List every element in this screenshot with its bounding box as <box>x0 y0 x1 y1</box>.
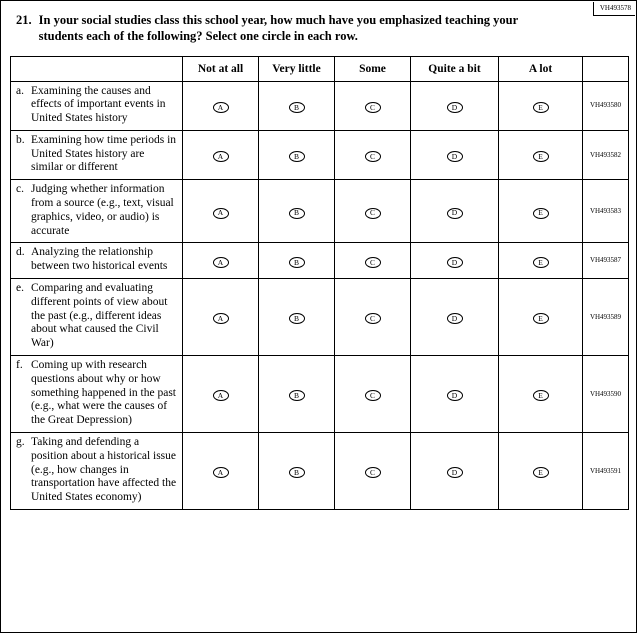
response-cell-quite-a-bit <box>411 81 499 130</box>
row-text: Comparing and evaluating different points of view about the past (e.g., different ideas about what caused the Civil War) <box>31 282 168 350</box>
response-bubble-very-little[interactable]: B <box>289 313 305 324</box>
response-bubble-very-little[interactable]: B <box>289 102 305 113</box>
row-letter: a. <box>16 84 24 97</box>
response-bubble-some[interactable]: C <box>365 313 381 324</box>
response-cell-some <box>335 356 411 433</box>
row-item-f <box>11 356 183 433</box>
row-item-text-block <box>16 246 178 274</box>
response-cell-a-lot <box>499 130 583 179</box>
row-item-text-block <box>16 134 178 175</box>
response-bubble-a-lot[interactable]: E <box>533 313 549 324</box>
response-bubble-very-little[interactable]: B <box>289 151 305 162</box>
row-item-b <box>11 130 183 179</box>
response-bubble-not-at-all[interactable]: A <box>213 257 229 268</box>
table-row <box>11 180 629 243</box>
response-bubble-some[interactable]: C <box>365 102 381 113</box>
response-bubble-some[interactable]: C <box>365 390 381 401</box>
response-cell-very-little <box>259 180 335 243</box>
question-text <box>39 12 561 45</box>
row-code: VH493583 <box>583 180 629 243</box>
response-bubble-some[interactable]: C <box>365 467 381 478</box>
table-row <box>11 243 629 279</box>
question-emphasis: one <box>240 29 259 44</box>
row-text: Examining the causes and effects of important events in United States history <box>31 84 166 125</box>
row-code: VH493591 <box>583 433 629 510</box>
response-cell-some <box>335 243 411 279</box>
question-text-after: circle in each row. <box>258 29 358 44</box>
row-item-text-block <box>16 436 178 505</box>
row-text: Taking and defending a position about a historical issue (e.g., how changes in transportation have affected the United States economy) <box>31 436 177 504</box>
response-bubble-not-at-all[interactable]: A <box>213 102 229 113</box>
response-bubble-quite-a-bit[interactable]: D <box>447 151 463 162</box>
response-cell-a-lot <box>499 180 583 243</box>
row-item-c <box>11 180 183 243</box>
response-cell-very-little <box>259 243 335 279</box>
response-cell-very-little <box>259 433 335 510</box>
response-bubble-very-little[interactable]: B <box>289 467 305 478</box>
row-item-e <box>11 279 183 356</box>
question-stem <box>16 12 561 45</box>
response-cell-not-at-all <box>183 433 259 510</box>
column-header-quite-a-bit: Quite a bit <box>411 56 499 81</box>
table-row <box>11 433 629 510</box>
response-bubble-not-at-all[interactable]: A <box>213 313 229 324</box>
table-row <box>11 130 629 179</box>
response-bubble-quite-a-bit[interactable]: D <box>447 313 463 324</box>
row-letter: c. <box>16 183 24 196</box>
response-bubble-a-lot[interactable]: E <box>533 257 549 268</box>
response-bubble-a-lot[interactable]: E <box>533 390 549 401</box>
response-bubble-very-little[interactable]: B <box>289 257 305 268</box>
response-cell-quite-a-bit <box>411 356 499 433</box>
response-matrix <box>10 56 629 511</box>
item-column-header <box>11 56 183 81</box>
row-letter: b. <box>16 133 25 146</box>
table-row <box>11 81 629 130</box>
row-code: VH493580 <box>583 81 629 130</box>
question-number: 21. <box>16 13 32 27</box>
response-cell-a-lot <box>499 243 583 279</box>
column-header-very-little: Very little <box>259 56 335 81</box>
response-cell-quite-a-bit <box>411 243 499 279</box>
row-item-a <box>11 81 183 130</box>
code-column-header <box>583 56 629 81</box>
response-bubble-quite-a-bit[interactable]: D <box>447 467 463 478</box>
response-cell-some <box>335 433 411 510</box>
row-item-text-block <box>16 359 178 428</box>
row-item-text-block <box>16 183 178 238</box>
row-item-g <box>11 433 183 510</box>
table-row <box>11 356 629 433</box>
response-bubble-quite-a-bit[interactable]: D <box>447 390 463 401</box>
response-bubble-a-lot[interactable]: E <box>533 208 549 219</box>
response-cell-not-at-all <box>183 279 259 356</box>
row-letter: d. <box>16 246 25 259</box>
response-cell-quite-a-bit <box>411 433 499 510</box>
row-item-text-block <box>16 282 178 351</box>
row-code: VH493589 <box>583 279 629 356</box>
header-row <box>11 56 629 81</box>
response-bubble-some[interactable]: C <box>365 257 381 268</box>
response-cell-very-little <box>259 130 335 179</box>
response-bubble-not-at-all[interactable]: A <box>213 390 229 401</box>
response-cell-not-at-all <box>183 81 259 130</box>
response-cell-not-at-all <box>183 356 259 433</box>
column-header-not-at-all: Not at all <box>183 56 259 81</box>
response-bubble-some[interactable]: C <box>365 151 381 162</box>
response-bubble-a-lot[interactable]: E <box>533 467 549 478</box>
response-cell-not-at-all <box>183 243 259 279</box>
row-item-d <box>11 243 183 279</box>
response-bubble-not-at-all[interactable]: A <box>213 151 229 162</box>
row-item-text-block <box>16 85 178 126</box>
response-cell-quite-a-bit <box>411 130 499 179</box>
response-bubble-quite-a-bit[interactable]: D <box>447 102 463 113</box>
response-bubble-not-at-all[interactable]: A <box>213 208 229 219</box>
response-bubble-a-lot[interactable]: E <box>533 102 549 113</box>
table-row <box>11 279 629 356</box>
response-cell-very-little <box>259 356 335 433</box>
row-letter: g. <box>16 436 25 449</box>
response-cell-a-lot <box>499 81 583 130</box>
row-code: VH493590 <box>583 356 629 433</box>
response-cell-quite-a-bit <box>411 180 499 243</box>
response-cell-very-little <box>259 81 335 130</box>
response-bubble-quite-a-bit[interactable]: D <box>447 257 463 268</box>
response-cell-quite-a-bit <box>411 279 499 356</box>
response-cell-some <box>335 180 411 243</box>
response-bubble-some[interactable]: C <box>365 208 381 219</box>
item-code: VH493578 <box>593 2 635 16</box>
response-cell-not-at-all <box>183 130 259 179</box>
row-text: Coming up with research questions about why or how something happened in the past (e.g., what were the causes of the Great Depression) <box>31 359 176 427</box>
response-bubble-very-little[interactable]: B <box>289 208 305 219</box>
response-cell-some <box>335 130 411 179</box>
response-cell-a-lot <box>499 279 583 356</box>
column-header-some: Some <box>335 56 411 81</box>
response-cell-some <box>335 81 411 130</box>
response-cell-some <box>335 279 411 356</box>
response-bubble-not-at-all[interactable]: A <box>213 467 229 478</box>
response-cell-not-at-all <box>183 180 259 243</box>
question-text-before: In your social studies class this school year, how much have you emphasized teaching your students each of the following? Select <box>38 13 518 44</box>
response-bubble-very-little[interactable]: B <box>289 390 305 401</box>
response-cell-a-lot <box>499 433 583 510</box>
response-bubble-quite-a-bit[interactable]: D <box>447 208 463 219</box>
row-text: Examining how time periods in United States history are similar or different <box>31 133 177 174</box>
row-letter: f. <box>16 359 23 372</box>
row-code: VH493587 <box>583 243 629 279</box>
column-header-a-lot: A lot <box>499 56 583 81</box>
row-text: Analyzing the relationship between two historical events <box>31 246 168 273</box>
row-text: Judging whether information from a source (e.g., text, visual graphics, video, or audio) is accurate <box>31 183 174 237</box>
response-cell-a-lot <box>499 356 583 433</box>
row-code: VH493582 <box>583 130 629 179</box>
row-letter: e. <box>16 282 24 295</box>
response-bubble-a-lot[interactable]: E <box>533 151 549 162</box>
response-cell-very-little <box>259 279 335 356</box>
